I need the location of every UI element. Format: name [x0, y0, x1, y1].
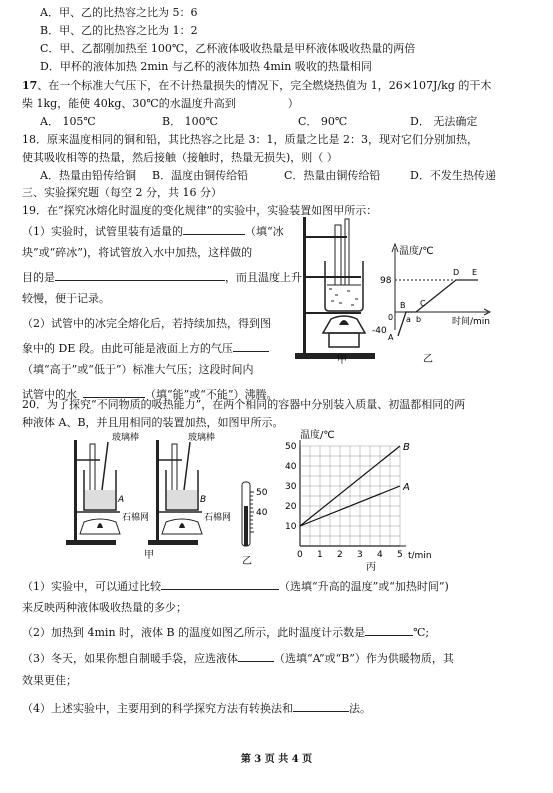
q17-stem-2: [22, 97, 299, 111]
q19-blank-1[interactable]: [183, 223, 245, 235]
q19-fig-yi-label: 乙: [423, 354, 433, 365]
q19-blank-4[interactable]: [83, 386, 145, 398]
q18-option-a: A．热量由铅传给铜: [40, 169, 136, 182]
q20-thermo-40: 40: [256, 508, 268, 518]
q17-option-d: D． 无法确定: [410, 115, 478, 128]
q19-pt-B: B: [400, 301, 406, 310]
chart-grid: [300, 440, 406, 546]
q20-s3a: （3）冬天，如果你想自制暖手袋，应选液体: [22, 652, 238, 665]
q19-fig-jia-label: 甲: [337, 355, 347, 365]
q20-blank-1[interactable]: [161, 578, 279, 590]
chart-series: [300, 442, 410, 526]
q19-blank-2[interactable]: [55, 269, 225, 281]
q20-s3b: （选填“A”或“B”）作为供暖物质，其: [274, 652, 454, 665]
q16-option-b: B．甲、乙的比热容之比为 1：2: [40, 24, 198, 37]
q17-paren: ）: [287, 97, 299, 110]
q19-p2e: （填“能”或“不能”）沸腾。: [145, 388, 278, 401]
q20-fig-yi-label: 乙: [242, 556, 252, 567]
q18-stem-2: 使其吸收相等的热量，然后接触（接触时，热量无损失)，则（ ）: [22, 151, 338, 164]
q19-pt-D: D: [453, 268, 460, 277]
chart-ylabel: 温度/℃: [300, 430, 335, 441]
chart-xlabel: t/min: [408, 551, 432, 561]
q20-s2a: （2）加热到 4min 时，液体 B 的温度如图乙所示，此时温度计示数是: [22, 626, 366, 639]
x-tick-label: 5: [397, 550, 403, 560]
q19-temperature-graph: [368, 240, 496, 365]
chart-ticks: [285, 442, 403, 560]
q19-p2-line1: （2）试管中的冰完全熔化后，若持续加热，得到图: [22, 317, 271, 330]
q20-stir-label-1: 玻璃棒: [112, 433, 140, 443]
q20-stem-1: 20．为了探究“不同物质的吸热能力”，在两个相同的容器中分别装入质量、初温都相同的两: [22, 398, 466, 411]
q20-liquid-a-label: A: [118, 495, 125, 505]
q17-text-1: 、在一个标准大气压下，在不计热量损失的情况下，完全燃烧热值为 1，26×107J/kg 的干木: [37, 79, 492, 92]
q19-p1-line3: [22, 269, 302, 285]
q20-s3-line1: [22, 650, 454, 666]
q20-s4b: 法。: [349, 702, 371, 715]
x-tick-label: 1: [317, 550, 323, 560]
q19-p1a: （1）实验时，试管里装有适量的: [22, 225, 183, 238]
q20-s2b: ℃;: [413, 626, 430, 639]
q19-xlabel: 时间/min: [452, 317, 491, 327]
q20-s1-line2: 来反映两种液体吸收热量的多少；: [22, 601, 187, 614]
q19-blank-3[interactable]: [233, 340, 269, 352]
q19-p1-line1: [22, 223, 284, 239]
series-label-A: A: [403, 482, 410, 493]
q20-s1a: （1）实验中，可以通过比较: [22, 580, 161, 593]
q17-number: 17: [22, 79, 38, 92]
q18-stem-1: 18．原来温度相同的铜和铅，其比热容之比是 3：1，质量之比是 2：3，现对它们分别加热，: [22, 133, 478, 146]
y-tick-label: 30: [285, 482, 297, 492]
q20-s2: [22, 624, 429, 640]
x-tick-label: 2: [337, 550, 343, 560]
q20-s4a: （4）上述实验中，主要用到的科学探究方法有转换法和: [22, 702, 293, 715]
q20-net-label-2: 石棉网: [204, 513, 232, 523]
q20-s1-line1: [22, 578, 449, 594]
q16-option-d: D．甲杯的液体加热 2min 与乙杯的液体加热 4min 吸收的热量相同: [40, 60, 372, 73]
q19-pt-E: E: [472, 268, 478, 277]
q20-blank-2[interactable]: [365, 624, 413, 636]
q19-p2b: 象中的 DE 段。由此可能是液面上方的气压: [22, 342, 233, 355]
section-title: 三、实验探究题（每空 2 分，共 16 分）: [22, 186, 222, 199]
q16-option-c: C．甲、乙都刚加热至 100℃，乙杯液体吸收热量是甲杯液体吸收热量的两倍: [40, 42, 416, 55]
q20-fig-jia-label: 甲: [144, 550, 154, 560]
q20-temperature-time-chart: [278, 428, 458, 576]
q20-blank-4[interactable]: [293, 700, 349, 712]
q20-apparatus-figure: [60, 430, 235, 560]
q19-p1-line4: 较慢，便于记录。: [22, 292, 110, 305]
q18-option-d: D．不发生热传递: [410, 169, 496, 182]
q16-option-a: A．甲、乙的比热容之比为 5：6: [40, 6, 198, 19]
q19-p1b: （填“冰: [245, 225, 284, 238]
q18-option-b: B．温度由铜传给铅: [152, 169, 249, 182]
q20-s4: [22, 700, 371, 716]
q20-s1b: （选填“升高的温度”或“加热时间”): [279, 580, 449, 593]
q19-yneg40: -40: [372, 326, 387, 336]
q19-p2d: 试管中的水: [22, 388, 77, 401]
y-tick-label: 40: [285, 462, 297, 472]
q20-net-label-1: 石棉网: [122, 513, 150, 523]
q19-p2-line3: （填“高于”或“低于”）标准大气压；这段时间内: [22, 363, 254, 376]
y-tick-label: 10: [285, 522, 297, 532]
q20-thermo-50: 50: [256, 488, 268, 498]
q19-stem: 19．在“探究冰熔化时温度的变化规律”的实验中，实验装置如图甲所示：: [22, 204, 378, 217]
q19-p1e: ，而且温度上升: [225, 271, 302, 284]
q19-pt-a: a: [406, 315, 411, 324]
q19-p1-line2: 块”或“碎冰”)，将试管放入水中加热，这样做的: [22, 246, 253, 259]
x-tick-label: 0: [297, 550, 303, 560]
q20-stem-2: 种液体 A、B，并且用相同的装置加热，如图甲所示。: [22, 416, 284, 429]
q19-p1d: 目的是: [22, 271, 55, 284]
series-label-B: B: [403, 442, 410, 453]
q20-fig-bing-label: 丙: [366, 562, 376, 573]
x-tick-label: 4: [377, 550, 383, 560]
x-tick-label: 3: [357, 550, 363, 560]
q19-pt-A: A: [388, 333, 394, 342]
q20-blank-3[interactable]: [238, 650, 274, 662]
q17-stem-1: [22, 79, 491, 93]
q19-zero: 0: [388, 313, 394, 322]
q19-p2-line2: [22, 340, 269, 356]
q17-option-b: B． 100℃: [162, 115, 218, 128]
y-tick-label: 20: [285, 502, 297, 512]
page-footer: 第 3 页 共 4 页: [240, 754, 313, 765]
q17-text-2: 柴 1kg，能使 40kg、30℃的水温度升高到: [22, 97, 236, 110]
q19-y98: 98: [380, 276, 392, 286]
q18-option-c: C．热量由铜传给铅: [284, 169, 381, 182]
q20-thermometer-figure: [230, 478, 278, 568]
q20-s3-line2: 效果更佳；: [22, 674, 77, 687]
y-tick-label: 50: [285, 442, 297, 452]
q19-pt-C: C: [420, 299, 426, 308]
q17-option-c: C． 90℃: [298, 115, 348, 128]
q17-option-a: A． 105℃: [40, 115, 96, 128]
q19-ylabel: 温度/℃: [399, 246, 434, 257]
q19-pt-b: b: [416, 315, 422, 324]
q20-liquid-b-label: B: [200, 495, 207, 505]
q20-stir-label-2: 玻璃棒: [188, 433, 216, 443]
